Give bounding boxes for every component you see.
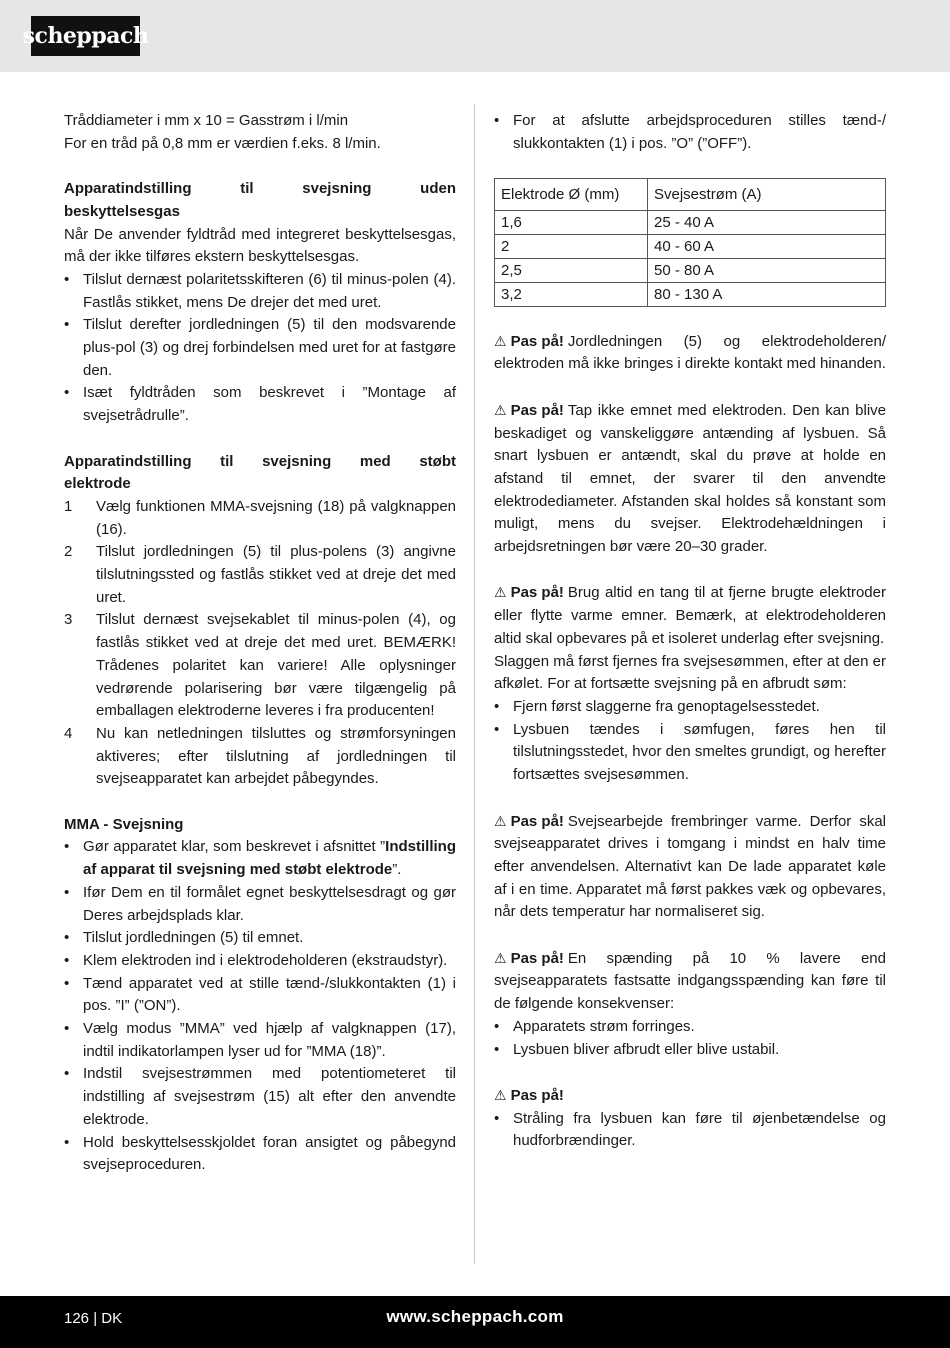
- list-item: • Lysbuen tændes i sømfugen, føres hen til tilslutningsstedet, hvor den smeltes grundigt, og herefter fortsættes svejsesømmen.: [494, 719, 886, 787]
- numbered-step: 1 Vælg funktionen MMA-svejsning (18) på valgknappen (16).: [64, 497, 456, 538]
- list-item: • Indstil svejsestrømmen med potentiometeret til indstilling af svejsestrøm (15) alt efter den anvendte elektrode.: [64, 1063, 456, 1131]
- list-item: • Tilslut dernæst polaritetsskifteren (6) til minus-polen (4). Fastlås stikket, mens De drejer det med uret.: [64, 269, 456, 314]
- list-item: • Hold beskyttelsesskjoldet foran ansigtet og påbegynd svejseproceduren.: [64, 1132, 456, 1177]
- list-item: • Stråling fra lysbuen kan føre til øjenbetændelse og hudforbrændinger.: [494, 1108, 886, 1153]
- warning-icon: ⚠: [494, 584, 507, 601]
- list-item: • Apparatets strøm forringes.: [494, 1016, 886, 1039]
- section-heading-mma: MMA - Svejsning: [64, 815, 184, 833]
- warning-icon: ⚠: [494, 1086, 507, 1103]
- section-heading-electrode: Apparatindstilling til svejsning med støbt elektrode: [64, 452, 456, 493]
- table-cell: 1,6: [495, 211, 648, 235]
- numbered-step: 4 Nu kan netledningen tilsluttes og strømforsyningen aktiveres; efter tilslutning af jordledningen til svejseapparatet kan arbejdet påbegyndes.: [64, 724, 456, 788]
- column-divider: [474, 104, 475, 1264]
- list-item: • Lysbuen bliver afbrudt eller blive ustabil.: [494, 1039, 886, 1062]
- section-text-no-gas: Når De anvender fyldtråd med integreret beskyttelsesgas, må der ikke tilføres ekstern beskyttelsesgas.: [64, 225, 456, 266]
- table-header-cell: Svejsestrøm (A): [648, 179, 886, 211]
- table-cell: 2,5: [495, 259, 648, 283]
- list-item: • Tilslut derefter jordledningen (5) til den modsvarende plus-pol (3) og drej forbindelsen med uret for at fastgøre den.: [64, 314, 456, 382]
- intro-line-2: For en tråd på 0,8 mm er værdien f.eks. 8 l/min.: [64, 134, 381, 152]
- table-header-cell: Elektrode Ø (mm): [495, 179, 648, 211]
- warning-paragraph: ⚠ Pas på! Tap ikke emnet med elektroden. Den kan blive beskadiget og vanskeliggøre antænding af lysbuen. Så snart lysbuen er antændt, skal du prøve at holde en afstand til emnet, der svarer til den anvendte elektrodediameter. Afstanden skal holdes så konstant som muligt, mens du svejser. Elektrodehældningen i arbejdsretningen bør være 20–30 grader.: [494, 399, 886, 559]
- list-item: • Tænd apparatet ved at stille tænd-/slukkontakten (1) i pos. ”I” (”ON”).: [64, 973, 456, 1018]
- list-item: • Gør apparatet klar, som beskrevet i afsnittet ”Indstilling af apparat til svejsning med støbt elektrode”.: [64, 836, 456, 881]
- warning-paragraph: ⚠ Pas på! En spænding på 10 % lavere end svejseapparatets fastsatte indgangsspænding kan føre til de følgende konsekvenser:: [494, 947, 886, 1016]
- warning-icon: ⚠: [494, 812, 507, 829]
- page-number: 126 | DK: [64, 1310, 123, 1327]
- warning-paragraph: ⚠ Pas på! Brug altid en tang til at fjerne brugte elektroder eller flytte varme emner. Bemærk, at elektrodeholderen altid skal opbevares på et isoleret underlag efter svejsning.: [494, 581, 886, 650]
- table-cell: 3,2: [495, 283, 648, 307]
- table-row: [495, 235, 886, 259]
- list-item: • For at afslutte arbejdsproceduren stilles tænd-/ slukkontakten (1) i pos. ”O” (”OFF”).: [494, 110, 886, 155]
- warning-heading: ⚠ Pas på!: [494, 1084, 886, 1108]
- numbered-step: 3 Tilslut dernæst svejsekablet til minus-polen (4), og fastlås stikket ved at dreje det med uret. BEMÆRK! Trådenes polaritet kan variere! Alle oplysninger vedrørende polarisering bør være tilgængelig på emballagen elektroderne leveres i fra producenten!: [64, 611, 456, 720]
- left-column: [64, 110, 456, 1177]
- list-item: • Klem elektroden ind i elektrodeholderen (ekstraudstyr).: [64, 950, 456, 973]
- scheppach-logo: scheppach: [31, 16, 140, 56]
- electrode-current-table: [494, 178, 886, 307]
- table-row: [495, 259, 886, 283]
- table-row: [495, 211, 886, 235]
- section-heading-no-gas: Apparatindstilling til svejsning uden beskyttelsesgas: [64, 180, 456, 220]
- warning-icon: ⚠: [494, 332, 507, 349]
- list-item: • Isæt fyldtråden som beskrevet i ”Montage af svejsetrådrulle”.: [64, 382, 456, 427]
- table-cell: 50 - 80 A: [648, 259, 886, 283]
- header-band: [0, 0, 950, 72]
- table-row: [495, 283, 886, 307]
- warning-paragraph: ⚠ Pas på! Jordledningen (5) og elektrodeholderen/ elektroden må ikke bringes i direkte kontakt med hinanden.: [494, 330, 886, 376]
- footer-bar: [0, 1296, 950, 1348]
- warning-icon: ⚠: [494, 401, 507, 418]
- list-item: • Ifør Dem en til formålet egnet beskyttelsesdragt og gør Deres arbejdsplads klar.: [64, 882, 456, 927]
- table-cell: 25 - 40 A: [648, 211, 886, 235]
- website-link[interactable]: www.scheppach.com: [386, 1307, 564, 1326]
- right-column: [494, 110, 886, 1153]
- list-item: • Vælg modus ”MMA” ved hjælp af valgknappen (17), indtil indikatorlampen lyser ud for ”MMA (18)”.: [64, 1018, 456, 1063]
- intro-line-1: Tråddiameter i mm x 10 = Gasstrøm i l/min: [64, 112, 349, 129]
- warning-icon: ⚠: [494, 949, 507, 966]
- list-item: • Tilslut jordledningen (5) til emnet.: [64, 927, 456, 950]
- numbered-step: 2 Tilslut jordledningen (5) til plus-polens (3) angivne tilslutningssted og fastlås stikket ved at dreje det med uret.: [64, 543, 456, 606]
- table-cell: 40 - 60 A: [648, 235, 886, 259]
- warning-paragraph: ⚠ Pas på! Svejsearbejde frembringer varme. Derfor skal svejseapparatet drives i tomgang i mindst en halv time efter anvendelsen. Alternativt kan De lade apparatet køle af i en time. Apparatet må først pakkes væk og opbevares, når dets temperatur har normaliseret sig.: [494, 810, 886, 925]
- list-item: • Fjern først slaggerne fra genoptagelsesstedet.: [494, 696, 886, 719]
- table-cell: 2: [495, 235, 648, 259]
- table-cell: 80 - 130 A: [648, 283, 886, 307]
- paragraph: Slaggen må først fjernes fra svejsesømmen, efter at den er afkølet. For at fortsætte svejsning på en afbrudt søm:: [494, 652, 886, 693]
- table-header-row: [495, 179, 886, 211]
